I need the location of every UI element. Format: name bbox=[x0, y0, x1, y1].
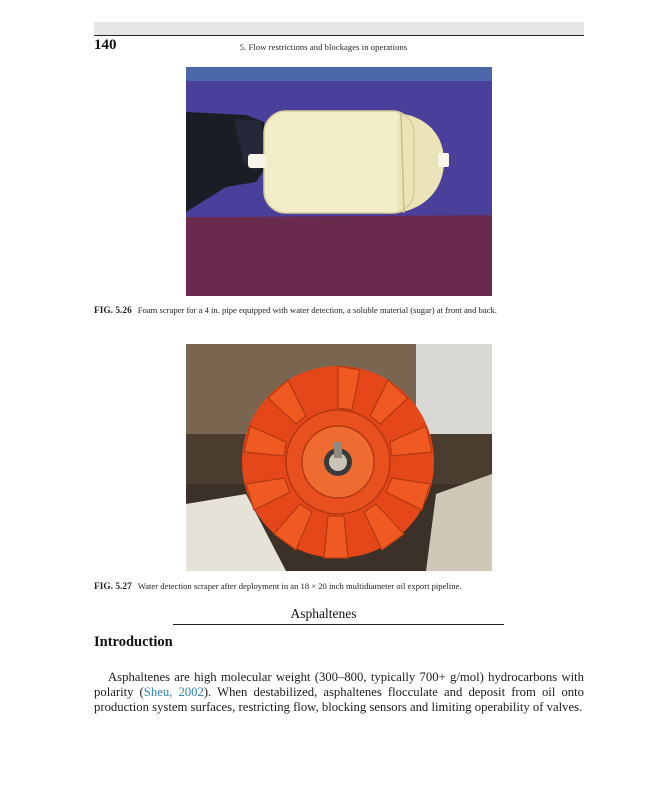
header-rule bbox=[94, 35, 584, 36]
page-number: 140 bbox=[94, 37, 117, 53]
running-head: 5. Flow restrictions and blockages in operations bbox=[239, 42, 408, 52]
figure-label: FIG. 5.27 bbox=[94, 582, 132, 592]
subsection-heading: Introduction bbox=[94, 634, 173, 650]
section-rule bbox=[173, 624, 504, 625]
paragraph-text-end: ). When destabilized, asphaltenes flocculate and deposit from oil onto production system surfaces, restricting flow, blocking sensors and limiting operability of valves. bbox=[94, 684, 585, 715]
figure-caption-text: Water detection scraper after deployment in an 18 × 20 inch multidiameter oil export pipeline. bbox=[137, 581, 462, 591]
figure-caption-text: Foam scraper for a 4 in. pipe equipped with water detection, a soluble material (sugar) at front and back. bbox=[137, 305, 497, 315]
header-band bbox=[94, 22, 584, 35]
paragraph-text-start: Asphaltenes are high molecular weight (300–800, typically 700+ g/mol) hydrocarbons with polarity ( bbox=[94, 669, 584, 699]
body-paragraph bbox=[94, 670, 584, 716]
figure-5-27-caption bbox=[94, 581, 594, 592]
figure-5-26-caption bbox=[94, 305, 594, 316]
figure-5-27-photo bbox=[186, 344, 492, 571]
figure-label: FIG. 5.26 bbox=[94, 306, 132, 316]
section-heading: Asphaltenes bbox=[290, 606, 357, 621]
citation-link[interactable]: Sheu, 2002 bbox=[143, 684, 204, 699]
figure-5-26-photo bbox=[186, 67, 492, 296]
